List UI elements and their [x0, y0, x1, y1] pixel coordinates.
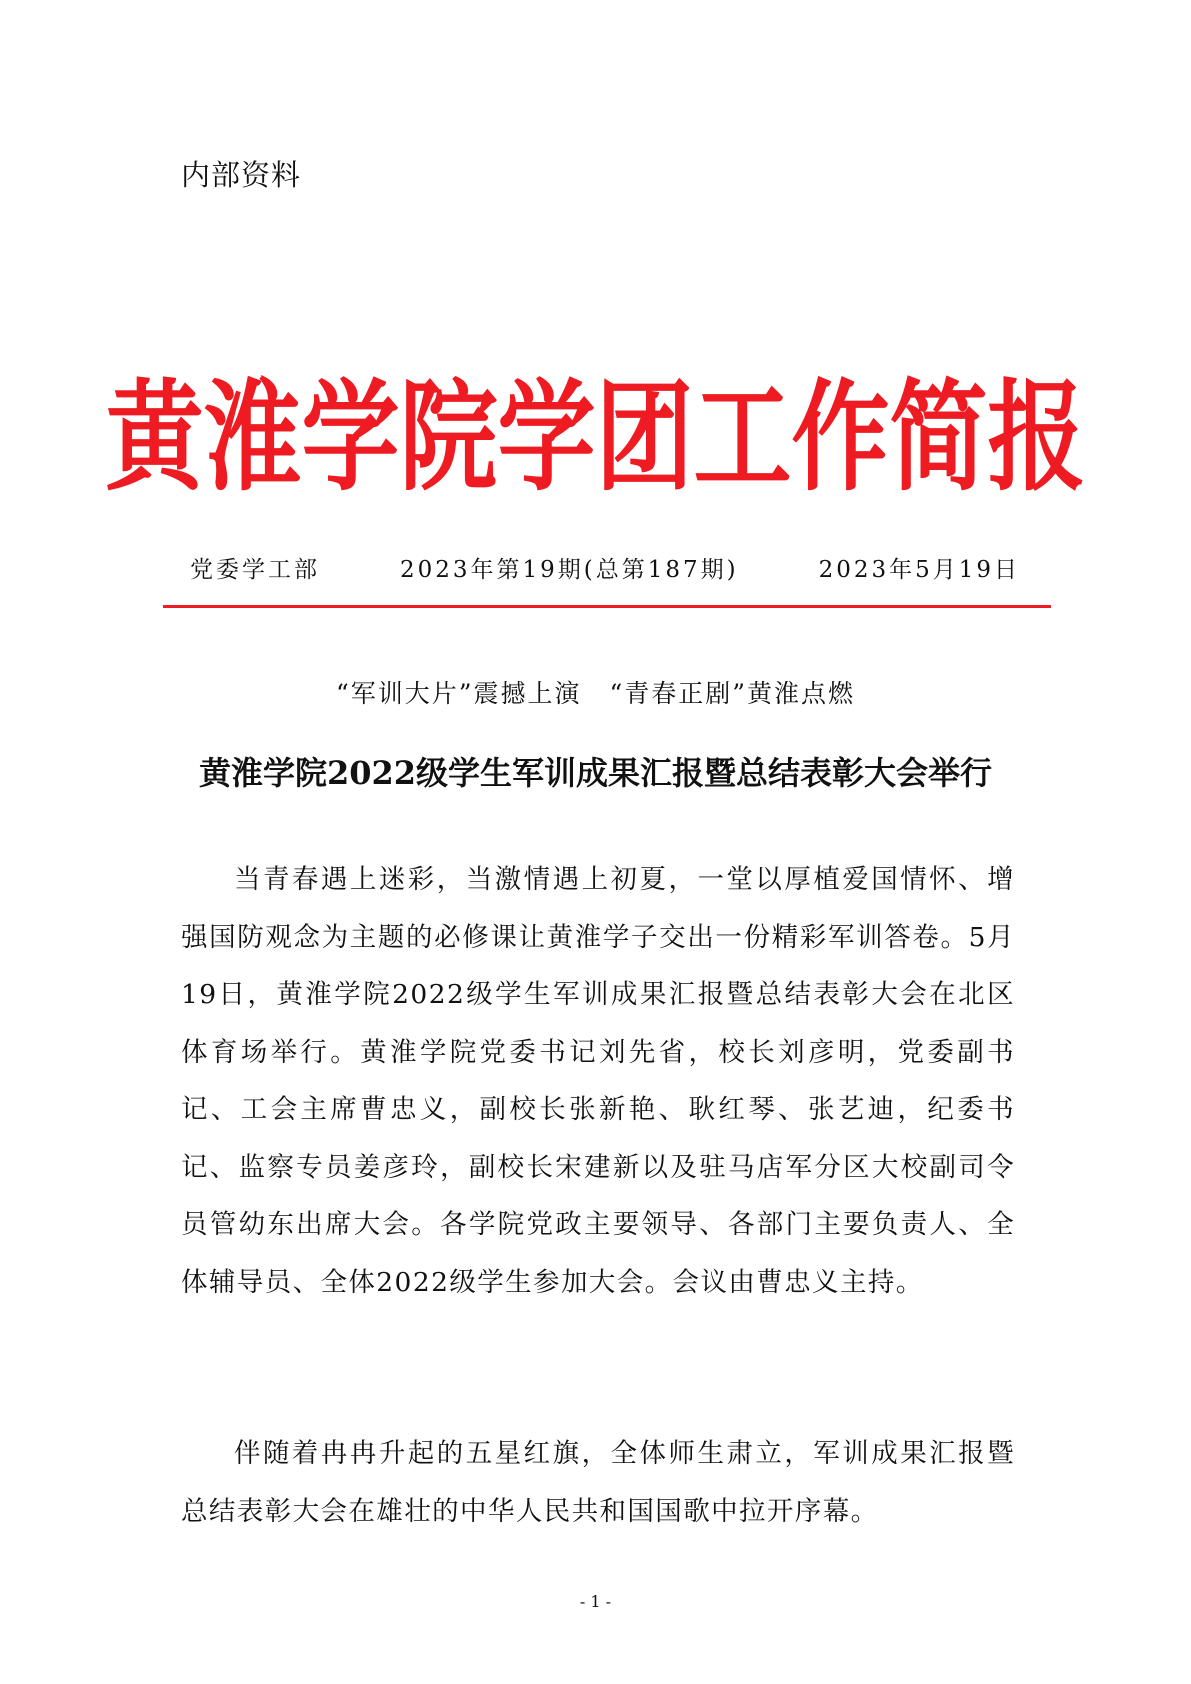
- issue-line: [190, 553, 1020, 587]
- page-number: - 1 -: [579, 1592, 612, 1611]
- article-headline: 黄淮学院2022级学生军训成果汇报暨总结表彰大会举行: [198, 754, 993, 792]
- internal-label: 内部资料: [181, 158, 302, 192]
- article-subtitle: [0, 676, 1191, 712]
- subtitle-part-1: “军训大片”震撼上演: [335, 679, 582, 708]
- paragraph-1: 当青春遇上迷彩，当激情遇上初夏，一堂以厚植爱国情怀、增强国防观念为主题的必修课让黄淮学子交出一份精彩军训答卷。5月19日，黄淮学院2022级学生军训成果汇报暨总结表彰大会在北区体育场举行。黄淮学院党委书记刘先省，校长刘彦明，党委副书记、工会主席曹忠义，副校长张新艳、耿红琴、张艺迪，纪委书记、监察专员姜彦玲，副校长宋建新以及驻马店军分区大校副司令员管幼东出席大会。各学院党政主要领导、各部门主要负责人、全体辅导员、全体2022级学生参加大会。会议由曹忠义主持。: [181, 864, 1015, 1298]
- masthead-title: 黄淮学院学团工作简报: [105, 368, 1086, 508]
- paragraph-2: 伴随着冉冉升起的五星红旗，全体师生肃立，军训成果汇报暨总结表彰大会在雄壮的中华人民共和国国歌中拉开序幕。: [181, 1438, 1015, 1527]
- subtitle-part-2: “青春正剧”黄淮点燃: [609, 679, 856, 708]
- issue-number: 2023年第19期(总第187期): [399, 557, 739, 583]
- department-name: 党委学工部: [190, 557, 320, 583]
- red-divider: [163, 605, 1051, 608]
- issue-date: 2023年5月19日: [818, 557, 1020, 583]
